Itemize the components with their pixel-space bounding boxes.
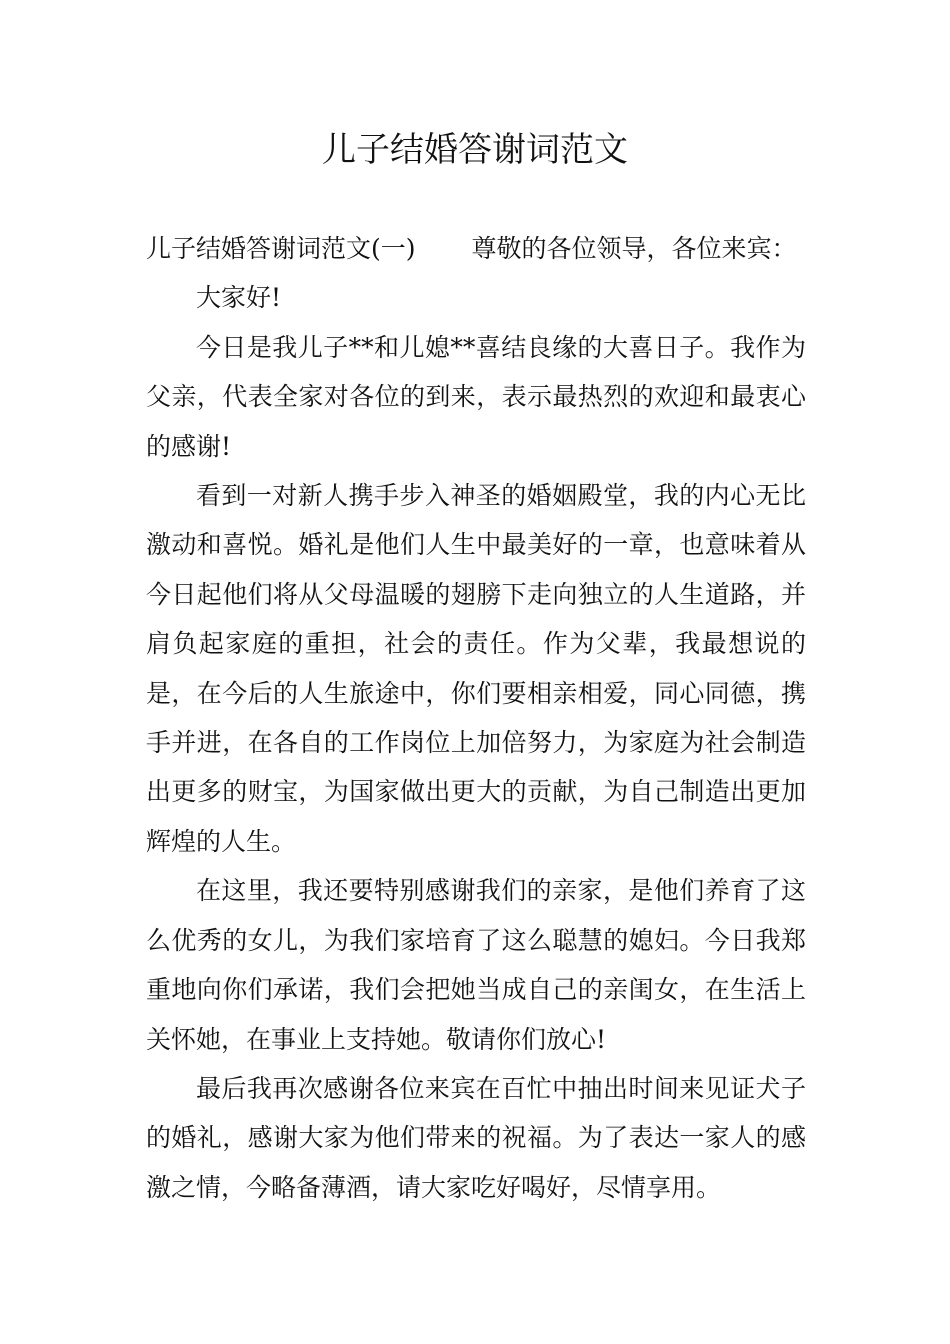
salutation: 尊敬的各位领导，各位来宾：	[471, 234, 797, 263]
paragraph-closing: 最后我再次感谢各位来宾在百忙中抽出时间来见证犬子的婚礼，感谢大家为他们带来的祝福。为了表达一家人的感激之情，今略备薄酒，请大家吃好喝好，尽情享用。	[146, 1073, 806, 1202]
paragraph-greeting: 大家好!	[196, 283, 282, 313]
paragraph-welcome: 今日是我儿子**和儿媳**喜结良缘的大喜日子。我作为父亲，代表全家对各位的到来，表示最热烈的欢迎和最衷心的感谢!	[146, 332, 806, 461]
paragraph-blessing: 看到一对新人携手步入神圣的婚姻殿堂，我的内心无比激动和喜悦。婚礼是他们人生中最美好的一章，也意味着从今日起他们将从父母温暖的翅膀下走向独立的人生道路，并肩负起家庭的重担，社会的责任。作为父辈，我最想说的是，在今后的人生旅途中，你们要相亲相爱，同心同德，携手并进，在各自的工作岗位上加倍努力，为家庭为社会制造出更多的财宝，为国家做出更大的贡献，为自己制造出更加辉煌的人生。	[146, 481, 806, 856]
intro-heading: 儿子结婚答谢词范文(一)	[146, 234, 416, 263]
document-body	[146, 224, 806, 1212]
intro-line	[146, 224, 806, 273]
paragraph-in-laws: 在这里，我还要特别感谢我们的亲家，是他们养育了这么优秀的女儿，为我们家培育了这么聪慧的媳妇。今日我郑重地向你们承诺，我们会把她当成自己的亲闺女，在生活上关怀她，在事业上支持她。敬请你们放心!	[146, 876, 806, 1054]
document-title: 儿子结婚答谢词范文	[322, 130, 628, 170]
